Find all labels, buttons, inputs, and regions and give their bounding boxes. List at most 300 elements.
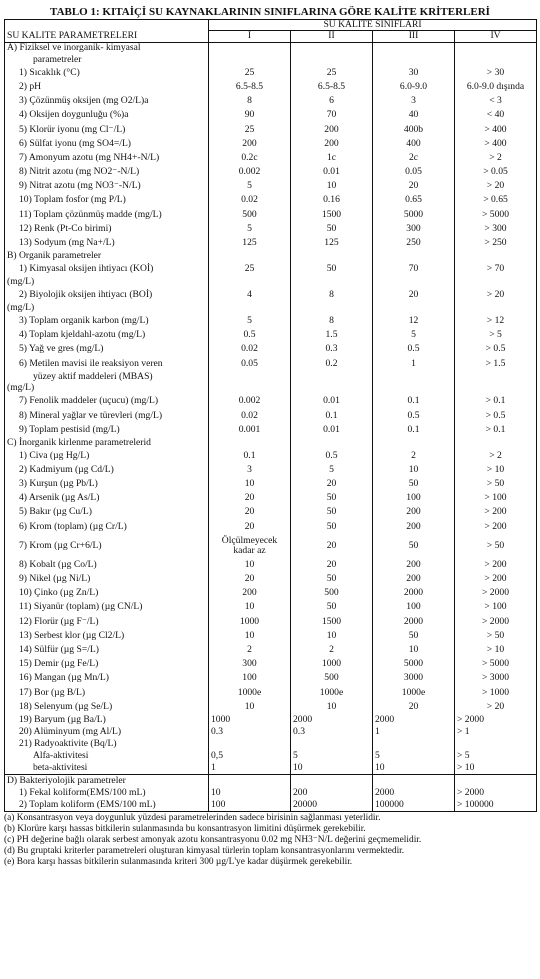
table-row	[5, 94, 537, 108]
class-i-value: 200	[209, 586, 291, 600]
table-row	[5, 558, 537, 572]
class-i-value: 0.002	[209, 394, 291, 408]
class-i-value: 100	[209, 671, 291, 685]
parameter-label: 9) Nikel (µg Ni/L)	[5, 572, 209, 586]
class-i-value	[209, 437, 291, 449]
class-iv-value: > 0.65	[455, 194, 537, 208]
parameter-label: 4) Arsenik (µg As/L)	[5, 491, 209, 505]
class-iii-value: 20	[373, 288, 455, 302]
class-ii-value: 50	[291, 572, 373, 586]
class-ii-value: 1500	[291, 208, 373, 222]
class-ii-value: 125	[291, 236, 373, 250]
class-ii-value	[291, 250, 373, 262]
class-ii-value: 10	[291, 763, 373, 775]
class-iv-value: > 250	[455, 236, 537, 250]
class-iv-value: > 1000	[455, 686, 537, 700]
class-iv-value: > 3000	[455, 671, 537, 685]
class-ii-value	[291, 276, 373, 288]
class-i-value: 25	[209, 262, 291, 276]
class-i-value: 1	[209, 763, 291, 775]
class-iii-value: 10	[373, 643, 455, 657]
class-iii-value: 200	[373, 506, 455, 520]
parameter-label: yüzey aktif maddeleri (MBAS)	[5, 371, 209, 383]
class-i-value: 0.3	[209, 726, 291, 738]
class-iv-value: < 40	[455, 108, 537, 122]
header-class-iv: IV	[455, 31, 537, 42]
table-row	[5, 342, 537, 356]
header-classes-group: SU KALİTE SINIFLARI	[209, 20, 537, 31]
class-iii-value: 2c	[373, 151, 455, 165]
class-ii-value: 1c	[291, 151, 373, 165]
parameter-label: 8) Nitrit azotu (mg NO2⁻-N/L)	[5, 165, 209, 179]
class-iv-value	[455, 42, 537, 54]
parameter-label: 11) Siyanür (toplam) (µg CN/L)	[5, 601, 209, 615]
class-iv-value: > 200	[455, 558, 537, 572]
class-i-value: 4	[209, 288, 291, 302]
parameter-label: 20) Alüminyum (mg Al/L)	[5, 726, 209, 738]
class-i-value: 0.02	[209, 409, 291, 423]
class-ii-value: 500	[291, 671, 373, 685]
class-iv-value: > 10	[455, 463, 537, 477]
table-row	[5, 506, 537, 520]
parameter-label: 1) Fekal koliform(EMS/100 mL)	[5, 787, 209, 799]
table-row	[5, 586, 537, 600]
class-i-value	[209, 383, 291, 395]
class-iv-value: > 100	[455, 601, 537, 615]
class-iv-value: > 1	[455, 726, 537, 738]
class-iv-value: > 2000	[455, 787, 537, 799]
class-iii-value: 20	[373, 179, 455, 193]
class-i-value: 10	[209, 629, 291, 643]
class-iii-value: 2	[373, 449, 455, 463]
table-row	[5, 657, 537, 671]
class-iv-value: > 50	[455, 629, 537, 643]
class-ii-value: 10	[291, 700, 373, 714]
table-row	[5, 123, 537, 137]
table-row	[5, 738, 537, 750]
class-iii-value: 3000	[373, 671, 455, 685]
class-iii-value: 0.5	[373, 342, 455, 356]
class-iv-value	[455, 437, 537, 449]
class-i-value: 90	[209, 108, 291, 122]
table-row	[5, 236, 537, 250]
class-i-value: 20	[209, 506, 291, 520]
class-i-value: 0.002	[209, 165, 291, 179]
table-row	[5, 491, 537, 505]
class-ii-value	[291, 437, 373, 449]
parameter-label: 5) Yağ ve gres (mg/L)	[5, 342, 209, 356]
class-i-value: 200	[209, 137, 291, 151]
class-iv-value	[455, 383, 537, 395]
class-iv-value: > 0.05	[455, 165, 537, 179]
parameter-label: 8) Mineral yağlar ve türevleri (mg/L)	[5, 409, 209, 423]
document-page	[4, 5, 536, 869]
class-i-value: 25	[209, 123, 291, 137]
class-ii-value: 0.5	[291, 449, 373, 463]
table-row	[5, 437, 537, 449]
class-iii-value: 6.0-9.0	[373, 80, 455, 94]
class-i-value	[209, 250, 291, 262]
class-iv-value: > 20	[455, 179, 537, 193]
parameter-label: 12) Florür (µg F⁻/L)	[5, 615, 209, 629]
parameter-label: 13) Sodyum (mg Na+/L)	[5, 236, 209, 250]
class-iii-value: 5000	[373, 208, 455, 222]
class-i-value: 25	[209, 66, 291, 80]
class-iii-value: 0.5	[373, 409, 455, 423]
class-ii-value: 10	[291, 179, 373, 193]
footnote: (e) Bora karşı hassas bitkilerin sulanmasında kriteri 300 µg/L'ye kadar düşürmek gerekebilir.	[4, 857, 353, 868]
table-row	[5, 643, 537, 657]
class-iii-value: 200	[373, 520, 455, 534]
class-iv-value: > 5000	[455, 657, 537, 671]
class-i-value	[209, 54, 291, 66]
class-i-value: 0.5	[209, 328, 291, 342]
class-i-value: 10	[209, 477, 291, 491]
class-iii-value: 40	[373, 108, 455, 122]
header-class-iii: III	[373, 31, 455, 42]
parameter-label: 2) Biyolojik oksijen ihtiyacı (BOİ)	[5, 288, 209, 302]
class-iii-value: 0.1	[373, 423, 455, 437]
table-title: TABLO 1: KITAİÇİ SU KAYNAKLARININ SINIFLARINA GÖRE KALİTE KRİTERLERİ	[50, 6, 490, 18]
class-iii-value: 1	[373, 726, 455, 738]
class-iv-value: > 0.1	[455, 394, 537, 408]
class-iii-value: 100	[373, 491, 455, 505]
class-i-value: 2	[209, 643, 291, 657]
class-iv-value: > 0.5	[455, 409, 537, 423]
parameter-label: 8) Kobalt (µg Co/L)	[5, 558, 209, 572]
parameter-label: 18) Selenyum (µg Se/L)	[5, 700, 209, 714]
class-i-value: 10	[209, 787, 291, 799]
class-iv-value	[455, 54, 537, 66]
parameter-label: 6) Sülfat iyonu (mg SO4=/L)	[5, 137, 209, 151]
class-ii-value: 8	[291, 288, 373, 302]
class-iii-value	[373, 250, 455, 262]
class-iii-value	[373, 54, 455, 66]
class-iv-value: > 0.1	[455, 423, 537, 437]
class-ii-value: 50	[291, 601, 373, 615]
class-iii-value: 100000	[373, 799, 455, 811]
table-row	[5, 54, 537, 66]
class-i-value	[209, 371, 291, 383]
parameter-label: 12) Renk (Pt-Co birimi)	[5, 222, 209, 236]
class-iii-value: 10	[373, 763, 455, 775]
parameter-label: (mg/L)	[5, 302, 209, 314]
class-ii-value: 20	[291, 558, 373, 572]
class-iv-value: > 2	[455, 449, 537, 463]
class-ii-value: 200	[291, 123, 373, 137]
class-ii-value: 5	[291, 463, 373, 477]
class-iv-value: 6.0-9.0 dışında	[455, 80, 537, 94]
class-iv-value: > 12	[455, 314, 537, 328]
class-ii-value	[291, 42, 373, 54]
header-parameters: SU KALİTE PARAMETRELERİ	[5, 31, 209, 42]
class-ii-value: 0.01	[291, 394, 373, 408]
parameter-label: 4) Oksijen doygunluğu (%)a	[5, 108, 209, 122]
parameter-label: 15) Demir (µg Fe/L)	[5, 657, 209, 671]
class-ii-value: 50	[291, 262, 373, 276]
class-ii-value: 8	[291, 314, 373, 328]
class-iv-value: > 5	[455, 751, 537, 763]
table-row	[5, 629, 537, 643]
table-row	[5, 262, 537, 276]
class-ii-value: 20000	[291, 799, 373, 811]
class-ii-value: 1.5	[291, 328, 373, 342]
class-iv-value: > 100	[455, 491, 537, 505]
class-iii-value: 200	[373, 572, 455, 586]
header-class-i: I	[209, 31, 291, 42]
table-row	[5, 80, 537, 94]
parameter-label: 17) Bor (µg B/L)	[5, 686, 209, 700]
class-i-value: 0.1	[209, 449, 291, 463]
parameter-label: 3) Çözünmüş oksijen (mg O2/L)a	[5, 94, 209, 108]
class-iv-value: > 2	[455, 151, 537, 165]
class-ii-value	[291, 775, 373, 787]
class-i-value: 500	[209, 208, 291, 222]
parameter-label: (mg/L)	[5, 383, 209, 395]
class-iv-value: > 2000	[455, 714, 537, 726]
parameter-label: 7) Krom (µg Cr+6/L)	[5, 534, 209, 558]
parameter-label: 1) Civa (µg Hg/L)	[5, 449, 209, 463]
class-ii-value: 50	[291, 222, 373, 236]
class-iv-value	[455, 371, 537, 383]
class-iii-value: 12	[373, 314, 455, 328]
class-iii-value: 0.05	[373, 165, 455, 179]
table-row	[5, 302, 537, 314]
parameter-label: 10) Toplam fosfor (mg P/L)	[5, 194, 209, 208]
class-i-value: 8	[209, 94, 291, 108]
class-iv-value: > 2000	[455, 615, 537, 629]
class-iv-value: > 5000	[455, 208, 537, 222]
table-row	[5, 751, 537, 763]
class-iii-value	[373, 371, 455, 383]
table-row	[5, 671, 537, 685]
class-iii-value	[373, 437, 455, 449]
class-iv-value: > 50	[455, 534, 537, 558]
parameter-label: 1) Sıcaklık (°C)	[5, 66, 209, 80]
parameter-label: 11) Toplam çözünmüş madde (mg/L)	[5, 208, 209, 222]
class-ii-value: 50	[291, 491, 373, 505]
footnote: (b) Klorüre karşı hassas bitkilerin sulanmasında bu konsantrasyon limitini düşürmek gerekebilir.	[4, 823, 366, 834]
class-iii-value: 5000	[373, 657, 455, 671]
class-iii-value: 250	[373, 236, 455, 250]
class-iii-value: 30	[373, 66, 455, 80]
parameter-label: (mg/L)	[5, 276, 209, 288]
class-iv-value: > 100000	[455, 799, 537, 811]
class-iv-value	[455, 276, 537, 288]
class-iii-value: 300	[373, 222, 455, 236]
class-iv-value: > 50	[455, 477, 537, 491]
table-row	[5, 409, 537, 423]
class-iii-value: 1000e	[373, 686, 455, 700]
class-i-value: 5	[209, 314, 291, 328]
class-ii-value	[291, 383, 373, 395]
class-ii-value	[291, 302, 373, 314]
table-row	[5, 601, 537, 615]
class-i-value	[209, 276, 291, 288]
class-ii-value: 200	[291, 137, 373, 151]
class-i-value: 10	[209, 700, 291, 714]
class-iv-value: > 400	[455, 137, 537, 151]
table-row	[5, 700, 537, 714]
parameter-label: parametreler	[5, 54, 209, 66]
class-i-value: 0.001	[209, 423, 291, 437]
parameter-label: 4) Toplam kjeldahl-azotu (mg/L)	[5, 328, 209, 342]
table-row	[5, 686, 537, 700]
parameter-label: 9) Nitrat azotu (mg NO3⁻-N/L)	[5, 179, 209, 193]
table-row	[5, 137, 537, 151]
class-i-value: 125	[209, 236, 291, 250]
class-ii-value: 1000	[291, 657, 373, 671]
table-row	[5, 66, 537, 80]
class-iv-value: > 0.5	[455, 342, 537, 356]
parameter-label: 5) Klorür iyonu (mg Cl⁻/L)	[5, 123, 209, 137]
table-row	[5, 250, 537, 262]
class-iii-value: 50	[373, 534, 455, 558]
table-row	[5, 787, 537, 799]
parameter-label: 3) Toplam organik karbon (mg/L)	[5, 314, 209, 328]
class-iv-value: < 3	[455, 94, 537, 108]
class-iii-value	[373, 738, 455, 750]
parameter-label: 7) Fenolik maddeler (uçucu) (mg/L)	[5, 394, 209, 408]
class-iv-value: > 1.5	[455, 357, 537, 371]
parameter-label: 9) Toplam pestisid (mg/L)	[5, 423, 209, 437]
class-i-value: 10	[209, 558, 291, 572]
class-i-value: 1000	[209, 714, 291, 726]
class-i-value: 3	[209, 463, 291, 477]
class-iii-value: 2000	[373, 615, 455, 629]
class-ii-value: 200	[291, 787, 373, 799]
table-row	[5, 276, 537, 288]
table-row	[5, 108, 537, 122]
table-row	[5, 42, 537, 54]
parameter-label: B) Organik parametreler	[5, 250, 209, 262]
class-iii-value: 50	[373, 629, 455, 643]
class-ii-value: 70	[291, 108, 373, 122]
class-ii-value: 1000e	[291, 686, 373, 700]
parameter-label: 5) Bakır (µg Cu/L)	[5, 506, 209, 520]
table-row	[5, 775, 537, 787]
footnote: (a) Konsantrasyon veya doygunluk yüzdesi parametrelerinden sadece birisinin sağlanması yeterlidir.	[4, 812, 381, 823]
table-row	[5, 763, 537, 775]
class-iii-value: 2000	[373, 586, 455, 600]
class-i-value: 300	[209, 657, 291, 671]
class-i-value: 1000e	[209, 686, 291, 700]
class-i-value: 5	[209, 222, 291, 236]
footnote: (d) Bu gruptaki kriterler parametreleri oluşturan kimyasal türlerin toplam konsantrasyonlarını vermektedir.	[4, 846, 405, 857]
class-iv-value: > 300	[455, 222, 537, 236]
class-ii-value: 0.3	[291, 342, 373, 356]
class-i-value: 100	[209, 799, 291, 811]
class-iii-value: 3	[373, 94, 455, 108]
table-row	[5, 383, 537, 395]
table-row	[5, 357, 537, 371]
class-ii-value: 500	[291, 586, 373, 600]
class-i-value: 20	[209, 572, 291, 586]
parameter-label: 2) Toplam koliform (EMS/100 mL)	[5, 799, 209, 811]
class-ii-value: 0.16	[291, 194, 373, 208]
class-iv-value: > 5	[455, 328, 537, 342]
class-ii-value: 0.2	[291, 357, 373, 371]
class-iii-value: 200	[373, 558, 455, 572]
class-iv-value: > 400	[455, 123, 537, 137]
parameter-label: 14) Sülfür (µg S=/L)	[5, 643, 209, 657]
table-row	[5, 208, 537, 222]
class-iii-value: 5	[373, 328, 455, 342]
table-row	[5, 288, 537, 302]
parameter-label: 19) Baryum (µg Ba/L)	[5, 714, 209, 726]
table-row	[5, 394, 537, 408]
table-row	[5, 726, 537, 738]
class-i-value: 0,5	[209, 751, 291, 763]
header-blank	[5, 20, 209, 31]
parameter-label: 1) Kimyasal oksijen ihtiyacı (KOİ)	[5, 262, 209, 276]
class-ii-value: 6	[291, 94, 373, 108]
class-i-value	[209, 738, 291, 750]
class-ii-value: 6.5-8.5	[291, 80, 373, 94]
class-ii-value: 2000	[291, 714, 373, 726]
parameter-label: A) Fiziksel ve inorganik- kimyasal	[5, 42, 209, 54]
class-i-value: 5	[209, 179, 291, 193]
class-i-value: 0.02	[209, 342, 291, 356]
table-row	[5, 179, 537, 193]
table-body	[5, 42, 537, 811]
class-iv-value: > 10	[455, 643, 537, 657]
class-iv-value	[455, 302, 537, 314]
class-iii-value	[373, 775, 455, 787]
parameter-label: 2) Kadmiyum (µg Cd/L)	[5, 463, 209, 477]
class-iii-value: 2000	[373, 787, 455, 799]
class-i-value: 20	[209, 491, 291, 505]
table-row	[5, 534, 537, 558]
table-row	[5, 222, 537, 236]
class-ii-value: 0.01	[291, 165, 373, 179]
class-i-value: 6.5-8.5	[209, 80, 291, 94]
class-iii-value: 0.1	[373, 394, 455, 408]
class-i-value: 1000	[209, 615, 291, 629]
table-row	[5, 328, 537, 342]
class-iv-value: > 200	[455, 506, 537, 520]
class-ii-value: 5	[291, 751, 373, 763]
parameter-label: C) İnorganik kirlenme parametrelerid	[5, 437, 209, 449]
class-ii-value: 2	[291, 643, 373, 657]
class-ii-value: 0.3	[291, 726, 373, 738]
table-row	[5, 151, 537, 165]
class-ii-value	[291, 54, 373, 66]
class-iv-value: > 10	[455, 763, 537, 775]
class-ii-value	[291, 738, 373, 750]
class-iii-value: 70	[373, 262, 455, 276]
class-iii-value: 2000	[373, 714, 455, 726]
class-iii-value: 50	[373, 477, 455, 491]
class-iii-value	[373, 302, 455, 314]
class-ii-value: 0.1	[291, 409, 373, 423]
class-iv-value: > 2000	[455, 586, 537, 600]
class-ii-value: 20	[291, 477, 373, 491]
class-iii-value	[373, 42, 455, 54]
class-iv-value	[455, 775, 537, 787]
parameter-label: D) Bakteriyolojik parametreler	[5, 775, 209, 787]
class-iii-value	[373, 383, 455, 395]
class-i-value	[209, 775, 291, 787]
class-iii-value: 5	[373, 751, 455, 763]
class-i-value: 0.2c	[209, 151, 291, 165]
table-row	[5, 194, 537, 208]
table-row	[5, 423, 537, 437]
table-row	[5, 799, 537, 811]
parameter-label: 16) Mangan (µg Mn/L)	[5, 671, 209, 685]
class-ii-value: 20	[291, 534, 373, 558]
class-iii-value: 10	[373, 463, 455, 477]
